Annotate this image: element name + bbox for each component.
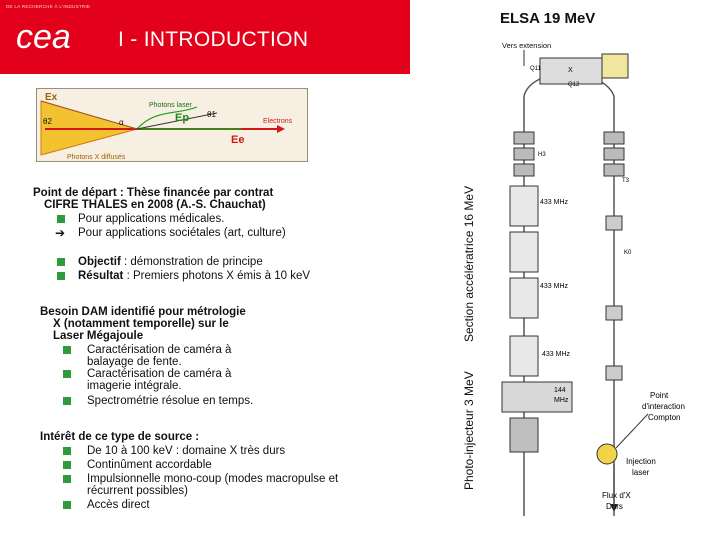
theta2-label: θ2	[43, 117, 52, 126]
cavity-2	[510, 232, 538, 272]
electrons-label: Electrons	[263, 118, 293, 125]
section4-bullet-4: Accès direct	[87, 499, 150, 511]
alpha-label: α	[119, 118, 124, 127]
bullet-square-icon	[57, 215, 65, 223]
point-label-1: Point	[650, 391, 669, 400]
section4-bullet-2: Continûment accordable	[87, 459, 212, 471]
quad-magnet	[604, 164, 624, 176]
section4-bullet-1: De 10 à 100 keV : domaine X très durs	[87, 445, 286, 457]
accelerator-section-label: Section accélératrice 16 MeV	[462, 185, 476, 342]
quad-magnet	[604, 148, 624, 160]
freq4-label-2: MHz	[554, 397, 569, 404]
cavity-3	[510, 278, 538, 318]
section2-resultat	[78, 270, 310, 283]
resultat-label: Résultat	[78, 270, 124, 282]
cavity-1	[510, 186, 538, 226]
section4-bullet-3b: récurrent possibles)	[87, 485, 188, 497]
photons-laser-label: Photons laser	[149, 102, 192, 109]
section3-line2: X (notamment temporelle) sur le	[53, 318, 229, 330]
quad-magnet	[514, 148, 534, 160]
cavity-4	[510, 336, 538, 376]
bullet-square-icon	[63, 346, 71, 354]
point-label-2: d'interaction	[642, 402, 685, 411]
h3-label: H3	[538, 152, 546, 158]
section3-bullet-2a: Caractérisation de caméra à	[87, 368, 232, 380]
injector-gun	[510, 418, 538, 452]
photons-x-label: Photons X diffusés	[67, 154, 126, 161]
k0-label: K0	[624, 250, 632, 256]
objectif-label: Objectif	[78, 256, 121, 268]
point-label-3: Compton	[648, 413, 681, 422]
bullet-square-icon	[63, 447, 71, 455]
arrow-right-icon: ➔	[55, 226, 66, 240]
section3-line3: Laser Mégajoule	[53, 330, 144, 342]
bullet-square-icon	[57, 272, 65, 280]
flux-label-1: Flux d'X	[602, 491, 631, 500]
t3-label: T3	[622, 178, 630, 184]
elsa-machine-schematic	[462, 36, 720, 526]
quad-magnet	[514, 164, 534, 176]
point-leader-line	[616, 414, 648, 448]
section4-bullet-3a: Impulsionnelle mono-coup (modes macropulse et	[87, 473, 339, 485]
q12-label: Q12	[568, 82, 580, 88]
q11-label: Q11	[530, 66, 541, 72]
cea-logo-text: cea	[16, 20, 71, 54]
bullet-square-icon	[63, 475, 71, 483]
bullet-square-icon	[63, 397, 71, 405]
x-label: X	[568, 67, 573, 74]
bullet-square-icon	[63, 501, 71, 509]
section1-bullet-2: Pour applications sociétales (art, culture)	[78, 227, 286, 239]
bullet-square-icon	[63, 461, 71, 469]
ex-label: Ex	[45, 92, 58, 103]
diagnostic-block	[606, 306, 622, 320]
cea-logo	[14, 20, 104, 54]
section1-line2: CIFRE THALES en 2008 (A.-S. Chauchat)	[44, 199, 266, 211]
freq1-label: 433 MHz	[540, 199, 569, 206]
freq3-label: 433 MHz	[542, 351, 571, 358]
vers-extension-label: Vers extension	[502, 41, 552, 50]
header-tagline: DE LA RECHERCHE À L'INDUSTRIE	[6, 4, 91, 9]
freq2-label: 433 MHz	[540, 283, 569, 290]
injection-label-1: Injection	[626, 457, 656, 466]
diagnostic-block	[606, 216, 622, 230]
section2-objectif	[78, 256, 263, 269]
quad-magnet	[604, 132, 624, 144]
section3-line1: Besoin DAM identifié pour métrologie	[40, 306, 246, 318]
section3-bullet-1a: Caractérisation de caméra à	[87, 344, 232, 356]
compton-schema	[36, 88, 308, 162]
interaction-point	[597, 444, 617, 464]
event-title: ELSA 19 MeV	[500, 10, 596, 27]
section1-line1: Point de départ : Thèse financée par contrat	[33, 187, 274, 199]
diagnostic-block	[606, 366, 622, 380]
section3-bullet-2b: imagerie intégrale.	[87, 380, 182, 392]
bullet-square-icon	[63, 370, 71, 378]
freq4-label-1: 144	[554, 387, 566, 394]
page-title: I - INTRODUCTION	[118, 28, 309, 51]
section1-bullet-1: Pour applications médicales.	[78, 213, 225, 225]
bullet-square-icon	[57, 258, 65, 266]
flux-label-2: Durs	[606, 502, 623, 511]
ee-label: Ee	[231, 134, 245, 146]
section3-bullet-3: Spectrométrie résolue en temps.	[87, 395, 254, 407]
ep-label: Ep	[175, 112, 190, 124]
injection-label-2: laser	[632, 468, 650, 477]
section4-title: Intérêt de ce type de source :	[40, 431, 200, 443]
compton-schema-drawing	[37, 89, 307, 161]
resultat-text: : Premiers photons X émis à 10 keV	[123, 270, 311, 282]
section3-bullet-1b: balayage de fente.	[87, 356, 182, 368]
theta1-label: θ1	[207, 110, 216, 119]
extension-block	[602, 54, 628, 78]
quad-magnet	[514, 132, 534, 144]
electron-arrow-head	[277, 125, 285, 133]
photo-injector-label: Photo-injecteur 3 MeV	[462, 371, 476, 490]
objectif-text: : démonstration de principe	[120, 256, 263, 268]
